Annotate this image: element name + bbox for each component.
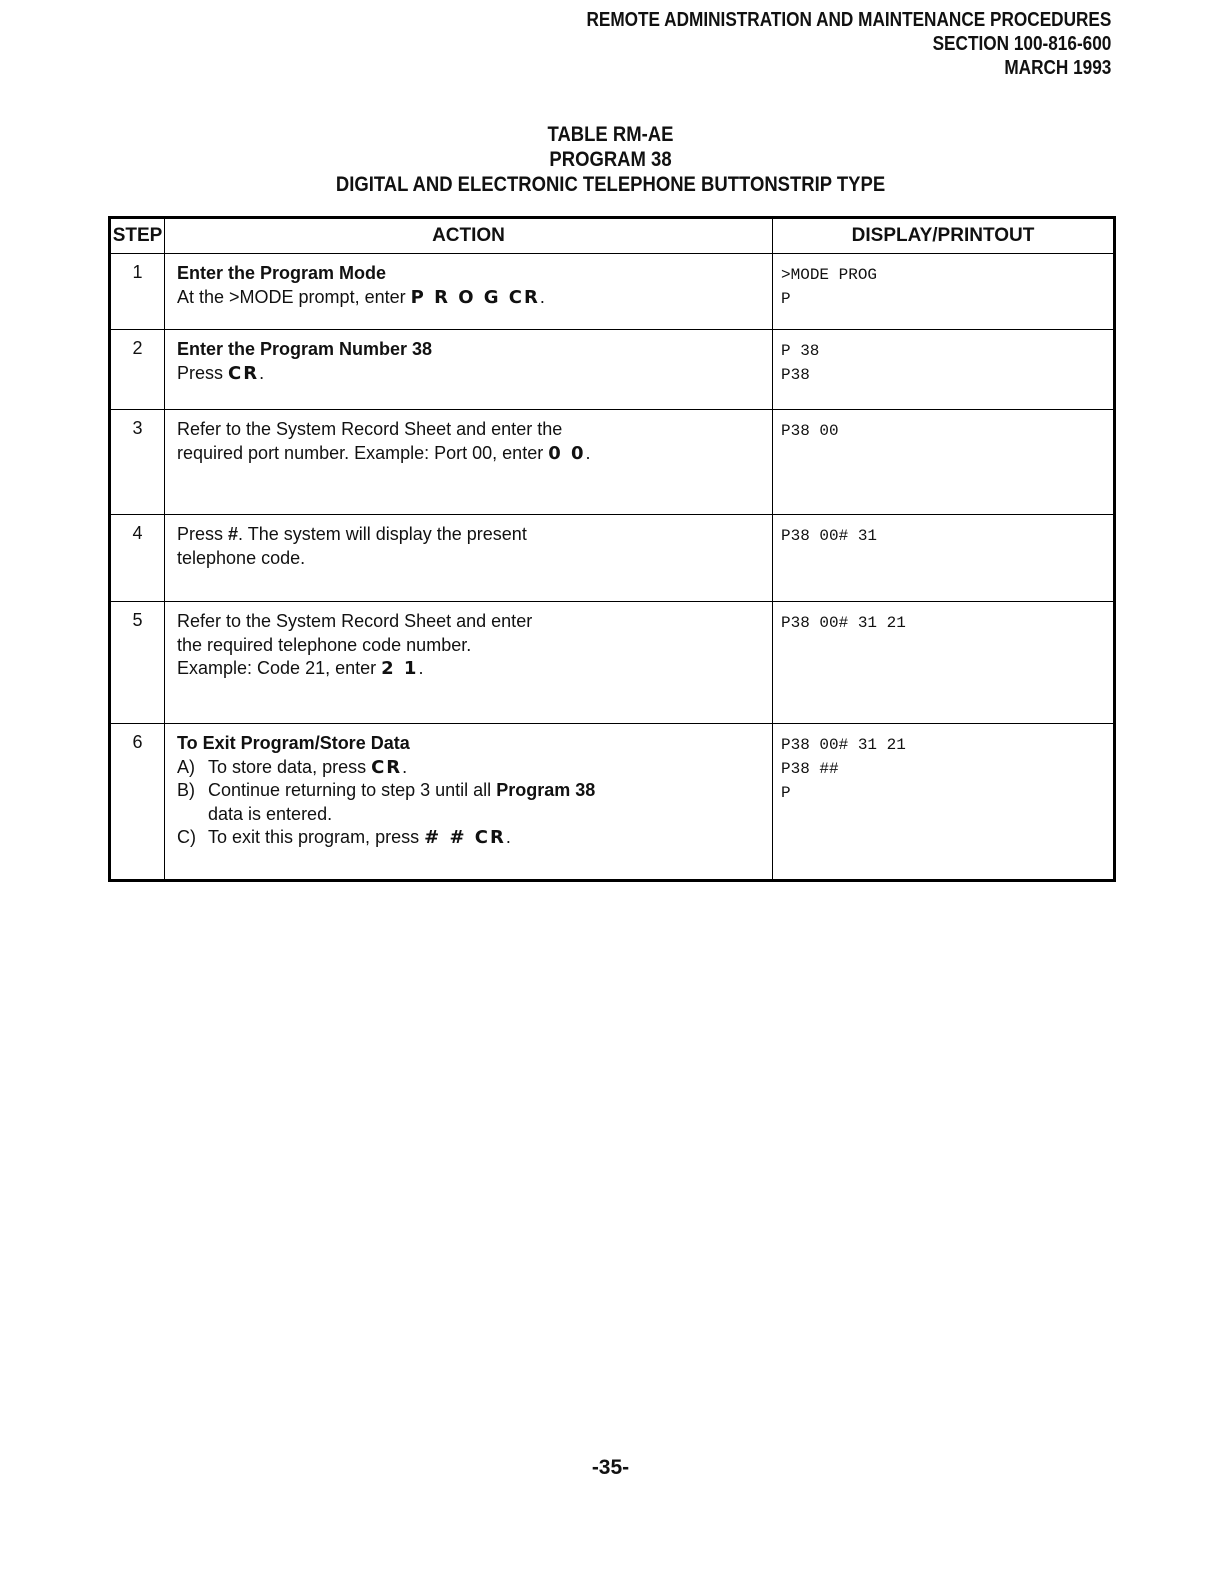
display-cell — [773, 254, 1115, 330]
action-text: telephone code. — [177, 547, 306, 568]
key-sequence: 2 1 — [381, 658, 419, 679]
action-text: required port number. Example: Port 00, enter 0 0. — [177, 442, 591, 464]
action-cell — [165, 254, 773, 330]
key-sequence: CR — [371, 756, 403, 778]
header-step: STEP — [110, 218, 165, 254]
display-cell — [773, 330, 1115, 410]
action-heading: Enter the Program Mode — [177, 263, 387, 283]
table-subject: DIGITAL AND ELECTRONIC TELEPHONE BUTTONSTRIP TYPE — [335, 173, 886, 196]
key-sequence: # # CR — [424, 827, 506, 848]
table-row — [110, 410, 1115, 515]
display-line: P38 ## — [781, 760, 839, 778]
display-cell — [773, 602, 1115, 724]
action-text: the required telephone code number. — [177, 634, 472, 655]
action-heading: Enter the Program Number 38 — [177, 339, 433, 359]
substep-c: C) To exit this program, press # # CR. — [177, 827, 511, 848]
key-sequence: CR — [228, 362, 260, 384]
step-number: 3 — [110, 410, 165, 515]
document-header — [586, 8, 1111, 80]
display-line: P — [781, 290, 791, 308]
display-cell — [773, 515, 1115, 602]
table-row — [110, 254, 1115, 330]
table-id: TABLE RM-AE — [547, 123, 674, 146]
page-number: -35- — [591, 1456, 630, 1479]
substep-b: B) Continue returning to step 3 until all Program 38 data is entered. — [177, 780, 596, 824]
action-text: Press #. The system will display the present — [177, 524, 527, 544]
display-cell — [773, 410, 1115, 515]
display-line: P38 00# 31 21 — [781, 614, 906, 632]
display-line: P38 00 — [781, 422, 839, 440]
step-number: 5 — [110, 602, 165, 724]
action-text: Example: Code 21, enter 2 1. — [177, 658, 424, 679]
step-number: 6 — [110, 724, 165, 881]
step-number: 2 — [110, 330, 165, 410]
table-row — [110, 724, 1115, 881]
header-display: DISPLAY/PRINTOUT — [773, 218, 1115, 254]
header-section: SECTION 100-816-600 — [932, 33, 1111, 55]
header-title: REMOTE ADMINISTRATION AND MAINTENANCE PROCEDURES — [586, 9, 1111, 31]
action-cell — [165, 724, 773, 881]
action-cell — [165, 330, 773, 410]
display-line: P38 — [781, 366, 810, 384]
action-text: At the >MODE prompt, enter P R O G CR. — [177, 286, 545, 308]
header-date: MARCH 1993 — [1003, 57, 1111, 79]
key-sequence: 0 0 — [548, 442, 586, 464]
table-row — [110, 330, 1115, 410]
header-action: ACTION — [165, 218, 773, 254]
display-line: P 38 — [781, 342, 820, 360]
action-text: Refer to the System Record Sheet and enter the — [177, 419, 563, 439]
display-cell — [773, 724, 1115, 881]
display-line: P38 00# 31 — [781, 527, 878, 545]
table-row — [110, 515, 1115, 602]
action-cell — [165, 410, 773, 515]
key-sequence: # — [228, 524, 239, 544]
procedure-table — [108, 216, 1116, 882]
action-heading: To Exit Program/Store Data — [177, 733, 410, 753]
step-number: 1 — [110, 254, 165, 330]
table-title — [0, 122, 1221, 197]
action-cell — [165, 602, 773, 724]
key-sequence: P R O G CR — [410, 286, 540, 308]
display-line: P38 00# 31 21 — [781, 736, 906, 754]
action-text: Press CR. — [177, 362, 265, 384]
action-cell — [165, 515, 773, 602]
display-line: P — [781, 784, 791, 802]
table-header-row — [110, 218, 1115, 254]
substep-a: A) To store data, press CR. — [177, 756, 408, 778]
display-line: >MODE PROG — [781, 266, 878, 284]
step-number: 4 — [110, 515, 165, 602]
program-name: PROGRAM 38 — [549, 148, 672, 171]
action-text: Refer to the System Record Sheet and enter — [177, 611, 533, 631]
table-row — [110, 602, 1115, 724]
